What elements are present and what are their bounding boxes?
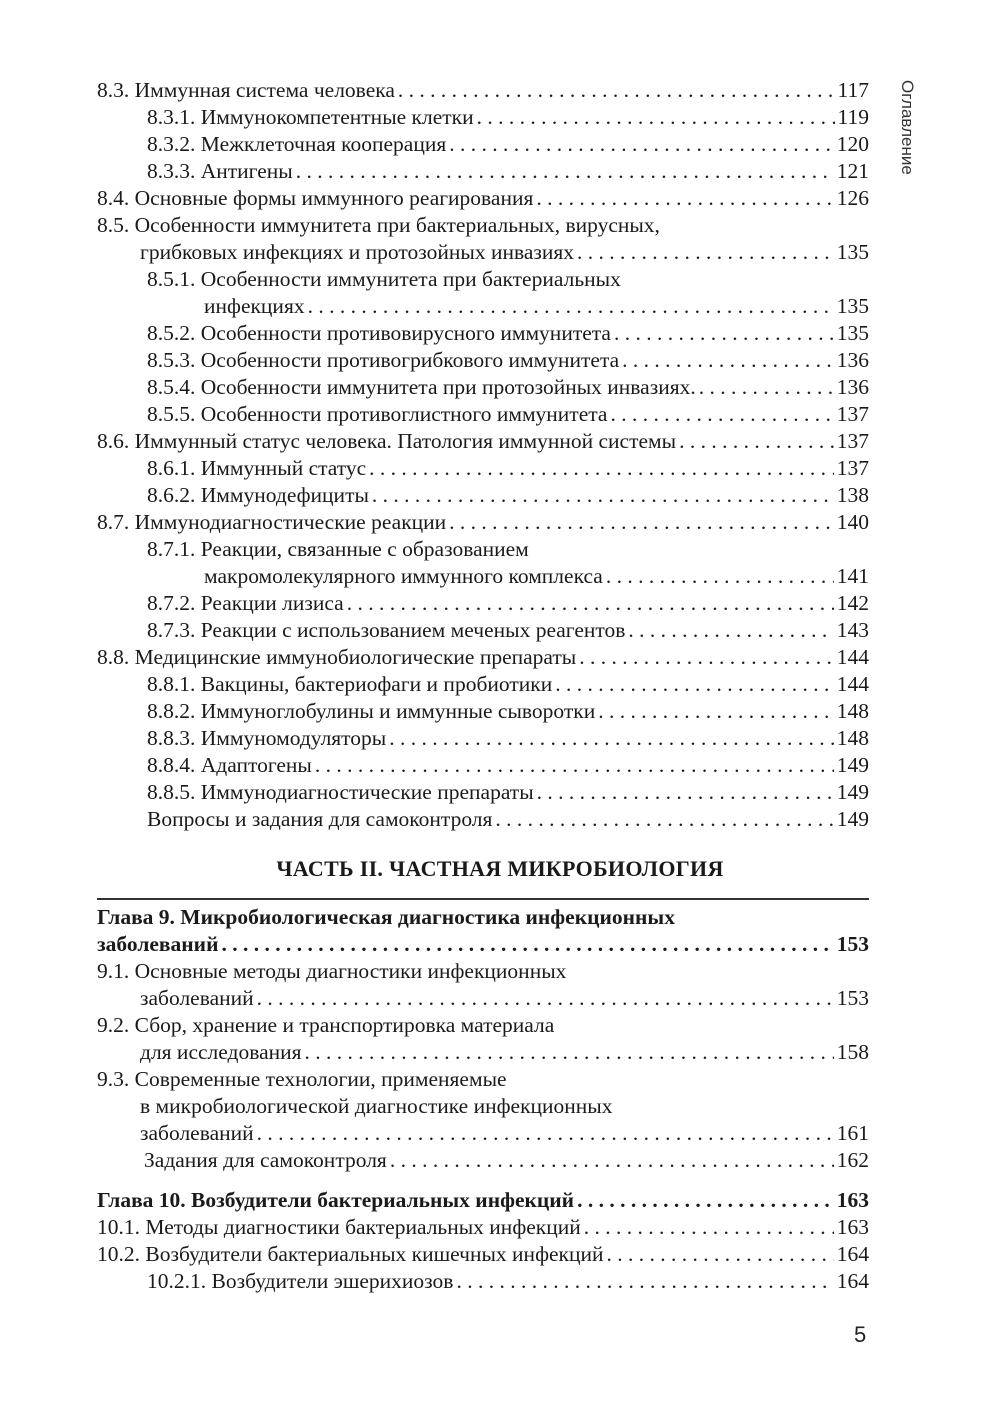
toc-entry-title: грибковых инфекциях и протозойных инвазиях [140, 240, 575, 264]
toc-entry[interactable] [97, 509, 869, 536]
dot-leader [449, 131, 834, 158]
spacer [97, 1174, 869, 1187]
dot-leader [257, 985, 834, 1012]
dot-leader [699, 374, 834, 401]
toc-entry[interactable] [97, 958, 869, 1012]
toc-entry-title: 8.5. Особенности иммунитета при бактериальных, вирусных, [97, 213, 660, 237]
dot-leader [537, 779, 834, 806]
toc-line [97, 644, 869, 671]
toc-line [97, 536, 869, 563]
toc-page-number: 140 [836, 510, 869, 534]
toc-entry-title: инфекциях [204, 294, 305, 318]
toc-entry-title: 8.5.2. Особенности противовирусного иммунитета [147, 321, 611, 345]
toc-entry[interactable] [97, 320, 869, 347]
dot-leader [257, 1120, 834, 1147]
toc-entry-title: 8.6. Иммунный статус человека. Патология иммунной системы [97, 429, 677, 453]
toc-page-number: 141 [836, 564, 869, 588]
toc-entry-title: Глава 9. Микробиологическая диагностика инфекционных [97, 905, 675, 929]
toc-line [97, 401, 869, 428]
toc-entry[interactable] [97, 1187, 869, 1214]
dot-leader [584, 1214, 834, 1241]
toc-entry[interactable] [97, 779, 869, 806]
toc-line [97, 958, 869, 985]
dot-leader [389, 725, 834, 752]
toc-line [97, 212, 869, 239]
toc-entry-title: 8.5.3. Особенности противогрибкового иммунитета [147, 348, 620, 372]
toc-entry-title: 8.8.1. Вакцины, бактериофаги и пробиотики [147, 672, 553, 696]
dot-leader [296, 158, 834, 185]
toc-entry[interactable] [97, 1268, 869, 1295]
toc-line [97, 131, 869, 158]
toc-line [97, 563, 869, 590]
side-label-text: Оглавление [898, 80, 917, 175]
toc-line [97, 1039, 869, 1066]
toc-line [97, 1214, 869, 1241]
toc-entry[interactable] [97, 212, 869, 266]
toc-entry-title: 8.5.1. Особенности иммунитета при бактериальных [147, 267, 621, 291]
toc-entry-title: 8.6.1. Иммунный статус [147, 456, 367, 480]
toc-entry[interactable] [97, 482, 869, 509]
toc-line [97, 455, 869, 482]
toc-page-number: 137 [836, 402, 869, 426]
dot-leader [614, 320, 834, 347]
toc-line [97, 752, 869, 779]
toc-page-number: 149 [836, 753, 869, 777]
toc-entry-title: 8.3.3. Антигены [147, 159, 293, 183]
toc-bottom-section [97, 904, 869, 1295]
dot-leader [369, 455, 834, 482]
toc-entry[interactable] [97, 1147, 869, 1174]
toc-entry[interactable] [97, 590, 869, 617]
toc-entry-title: 8.8.2. Иммуноглобулины и иммунные сыворотки [147, 699, 596, 723]
dot-leader [607, 1241, 834, 1268]
toc-top-section [97, 77, 869, 833]
toc-line [97, 590, 869, 617]
toc-line [97, 1147, 869, 1174]
toc-page-number: 138 [836, 483, 869, 507]
dot-leader [347, 590, 834, 617]
toc-page-number: 149 [836, 807, 869, 831]
dot-leader [315, 752, 834, 779]
part-title: ЧАСТЬ II. ЧАСТНАЯ МИКРОБИОЛОГИЯ [276, 856, 724, 881]
toc-page-number: 158 [836, 1040, 869, 1064]
toc-entry[interactable] [97, 374, 869, 401]
toc-entry-title: 8.8.4. Адаптогены [147, 753, 312, 777]
toc-entry-title: Глава 10. Возбудители бактериальных инфекций [97, 1188, 575, 1212]
toc-page-number: 164 [836, 1269, 869, 1293]
toc-entry-title: заболеваний [140, 986, 254, 1010]
toc-page-number: 153 [836, 986, 869, 1010]
toc-line [97, 266, 869, 293]
dot-leader [577, 1187, 834, 1214]
toc-page-number: 163 [836, 1188, 869, 1212]
toc-entry-title: Вопросы и задания для самоконтроля [147, 807, 493, 831]
dot-leader [221, 931, 833, 958]
toc-entry[interactable] [97, 401, 869, 428]
toc-entry[interactable] [97, 1066, 869, 1147]
dot-leader [579, 644, 833, 671]
toc-line [97, 671, 869, 698]
dot-leader [305, 1039, 834, 1066]
dot-leader [456, 1268, 833, 1295]
dot-leader [679, 428, 834, 455]
toc-entry-title: 8.5.4. Особенности иммунитета при протозойных инвазиях. [147, 375, 696, 399]
toc-entry[interactable] [97, 671, 869, 698]
toc-line [97, 985, 869, 1012]
toc-line [97, 482, 869, 509]
toc-entry[interactable] [97, 347, 869, 374]
toc-entry[interactable] [97, 644, 869, 671]
toc-entry-title: 8.3.1. Иммунокомпетентные клетки [147, 105, 474, 129]
toc-page-number: 136 [836, 375, 869, 399]
toc-entry[interactable] [97, 131, 869, 158]
toc-entry[interactable] [97, 77, 869, 104]
dot-leader [598, 698, 834, 725]
toc-page-number: 163 [836, 1215, 869, 1239]
toc-entry-title: в микробиологической диагностике инфекционных [140, 1094, 613, 1118]
toc-line [97, 779, 869, 806]
page-number: 5 [854, 1322, 867, 1347]
toc-entry-title: 8.3. Иммунная система человека [97, 78, 395, 102]
toc-entry-title: 10.2.1. Возбудители эшерихиозов [147, 1269, 454, 1293]
toc-line [97, 904, 869, 931]
dot-leader [606, 563, 834, 590]
toc-line [97, 698, 869, 725]
dot-leader [398, 77, 835, 104]
toc-line [97, 931, 869, 958]
toc-entry[interactable] [97, 752, 869, 779]
toc-entry-title: 10.2. Возбудители бактериальных кишечных инфекций [97, 1242, 604, 1266]
toc-page-number: 137 [836, 456, 869, 480]
toc-line [97, 428, 869, 455]
toc-page-number: 142 [836, 591, 869, 615]
toc-line [97, 239, 869, 266]
toc-line [97, 1093, 869, 1120]
toc-entry[interactable] [97, 455, 869, 482]
toc-line [97, 1241, 869, 1268]
section-divider [97, 898, 869, 900]
toc-line [97, 320, 869, 347]
toc-entry-title: 8.7.2. Реакции лизиса [147, 591, 344, 615]
toc-entry-title: 9.2. Сбор, хранение и транспортировка материала [97, 1013, 555, 1037]
toc-page-number: 149 [836, 780, 869, 804]
toc-entry-title: заболеваний [97, 932, 219, 956]
toc-entry-title: 8.7.1. Реакции, связанные с образованием [147, 537, 529, 561]
toc-line [97, 104, 869, 131]
toc-entry-title: макромолекулярного иммунного комплекса [204, 564, 603, 588]
dot-leader [577, 239, 834, 266]
toc-line [97, 806, 869, 833]
toc-entry[interactable] [97, 725, 869, 752]
toc-entry-title: 9.1. Основные методы диагностики инфекционных [97, 959, 567, 983]
toc-line [97, 293, 869, 320]
toc-entry[interactable] [97, 536, 869, 590]
toc-entry-title: 8.7. Иммунодиагностические реакции [97, 510, 447, 534]
toc-page-number: 136 [836, 348, 869, 372]
toc-entry[interactable] [97, 266, 869, 320]
toc-page-number: 126 [836, 186, 869, 210]
dot-leader [536, 185, 833, 212]
dot-leader [628, 617, 833, 644]
toc-line [97, 374, 869, 401]
dot-leader [622, 347, 834, 374]
toc-page-number: 143 [836, 618, 869, 642]
dot-leader [449, 509, 834, 536]
toc-line [97, 725, 869, 752]
toc-entry[interactable] [97, 1012, 869, 1066]
toc-line [97, 185, 869, 212]
toc-entry-title: 10.1. Методы диагностики бактериальных инфекций [97, 1215, 581, 1239]
toc-entry[interactable] [97, 185, 869, 212]
toc-line [97, 509, 869, 536]
dot-leader [610, 401, 833, 428]
toc-page-number: 137 [836, 429, 869, 453]
toc-entry-title: 8.6.2. Иммунодефициты [147, 483, 369, 507]
dot-leader [477, 104, 835, 131]
toc-page-number: 161 [836, 1121, 869, 1145]
dot-leader [372, 482, 834, 509]
toc-page-number: 144 [836, 645, 869, 669]
toc-entry-title: 8.3.2. Межклеточная кооперация [147, 132, 447, 156]
toc-page-number: 135 [836, 240, 869, 264]
toc-entry-title: для исследования [140, 1040, 302, 1064]
toc-line [97, 617, 869, 644]
toc-line [97, 158, 869, 185]
dot-leader [390, 1147, 834, 1174]
toc-page-number: 164 [836, 1242, 869, 1266]
toc-entry-title: 8.8.3. Иммуномодуляторы [147, 726, 387, 750]
toc-line [97, 1120, 869, 1147]
dot-leader [495, 806, 833, 833]
toc-line [97, 1012, 869, 1039]
toc-entry[interactable] [97, 698, 869, 725]
toc-entry[interactable] [97, 617, 869, 644]
toc-entry-title: 8.8.5. Иммунодиагностические препараты [147, 780, 534, 804]
toc-page-number: 153 [836, 932, 869, 956]
toc-entry-title: заболеваний [140, 1121, 254, 1145]
toc-page-number: 162 [836, 1148, 869, 1172]
toc-page-number: 135 [836, 294, 869, 318]
toc-entry-title: 8.7.3. Реакции с использованием меченых реагентов [147, 618, 626, 642]
toc-entry-title: 9.3. Современные технологии, применяемые [97, 1067, 507, 1091]
toc-page-number: 121 [836, 159, 869, 183]
toc-line [97, 347, 869, 374]
toc-line [97, 1066, 869, 1093]
toc-entry[interactable] [97, 1241, 869, 1268]
toc-page-number: 144 [836, 672, 869, 696]
toc-entry[interactable] [97, 158, 869, 185]
running-header-vertical [893, 80, 923, 190]
toc-entry[interactable] [97, 806, 869, 833]
toc-entry[interactable] [97, 904, 869, 958]
toc-page-number: 148 [836, 699, 869, 723]
toc-page-number: 117 [837, 78, 869, 102]
toc-entry-title: 8.8. Медицинские иммунобиологические препараты [97, 645, 577, 669]
toc-entry-title: 8.4. Основные формы иммунного реагирования [97, 186, 534, 210]
toc-entry[interactable] [97, 428, 869, 455]
dot-leader [555, 671, 834, 698]
toc-page-number: 135 [836, 321, 869, 345]
toc-page-number: 148 [836, 726, 869, 750]
toc-entry-title: Задания для самоконтроля [144, 1148, 387, 1172]
dot-leader [308, 293, 834, 320]
toc-page-number: 120 [836, 132, 869, 156]
toc-line [97, 77, 869, 104]
toc-entry[interactable] [97, 1214, 869, 1241]
toc-entry[interactable] [97, 104, 869, 131]
toc-line [97, 1268, 869, 1295]
toc-page-number: 119 [837, 105, 869, 129]
toc-line [97, 1187, 869, 1214]
toc-entry-title: 8.5.5. Особенности противоглистного иммунитета [147, 402, 608, 426]
